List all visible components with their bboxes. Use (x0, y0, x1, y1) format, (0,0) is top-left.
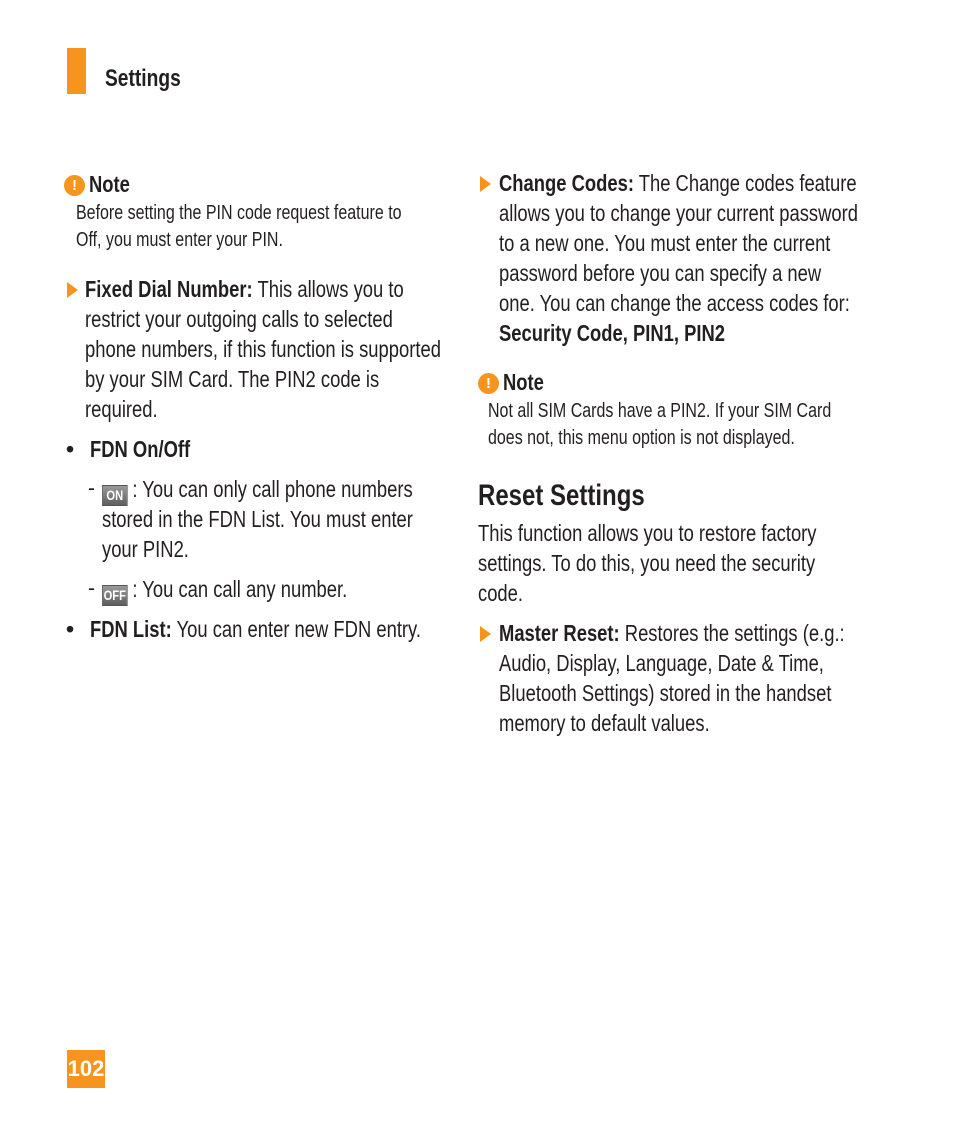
fdn-on-option: - ON : You can only call phone numbers stored in the FDN List. You must enter your PIN2. (88, 476, 413, 562)
fixed-dial-number-item: Fixed Dial Number: This allows you to restrict your outgoing calls to selected phone numbers, if this function is supported by your SIM Card. The PIN2 code is required. (64, 274, 454, 424)
bullet: • (66, 616, 75, 642)
arrow-right-icon (480, 626, 491, 642)
bullet: • (66, 436, 75, 462)
fdn-list-item: • FDN List: You can enter new FDN entry. (66, 616, 422, 642)
note-heading: ! Note (478, 366, 878, 398)
reset-settings-heading: Reset Settings (478, 479, 645, 512)
reset-settings-description: This function allows you to restore factory settings. To do this, you need the security code. (478, 520, 817, 606)
note-body: Not all SIM Cards have a PIN2. If your SIM Card does not, this menu option is not displayed. (488, 400, 832, 449)
header-accent-bar (67, 48, 86, 94)
left-column (64, 168, 454, 644)
fdn-onoff-item: • FDN On/Off (66, 436, 191, 462)
right-column (478, 168, 878, 738)
master-reset-item: Master Reset: Restores the settings (e.g.: Audio, Display, Language, Date & Time, Bluetooth Settings) stored in the handset memory to default values. (478, 618, 878, 738)
note-body: Before setting the PIN code request feature to Off, you must enter your PIN. (76, 202, 402, 251)
fdn-off-option: - OFF : You can call any number. (64, 574, 454, 604)
on-badge-icon: ON (102, 485, 128, 506)
off-badge-icon: OFF (102, 585, 128, 606)
note-heading: ! Note (64, 168, 454, 200)
change-codes-item: Change Codes: The Change codes feature allows you to change your current password to a new one. You must enter the current password before you can specify a new one. You can change the access codes for: Security Code, PIN1, PIN2 (478, 168, 878, 348)
arrow-right-icon (67, 282, 78, 298)
arrow-right-icon (480, 176, 491, 192)
exclamation-icon: ! (478, 373, 499, 394)
exclamation-icon: ! (64, 175, 85, 196)
page-number: 102 (67, 1050, 105, 1088)
page-section-title: Settings (105, 65, 181, 92)
